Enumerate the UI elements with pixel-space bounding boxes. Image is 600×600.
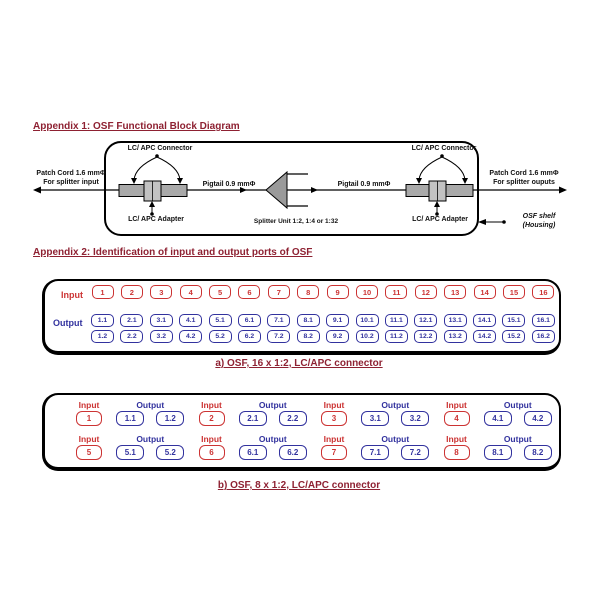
- functional-block-diagram: [0, 135, 600, 245]
- output-port-badge: 3.1: [361, 411, 389, 426]
- group-output-row: [239, 411, 307, 426]
- group-input-column: [308, 400, 360, 426]
- group-output-label: Output: [381, 400, 410, 410]
- output-port-badge: 1.1: [116, 411, 144, 426]
- group-input-label: Input: [323, 400, 345, 410]
- input-port-badge: 8: [444, 445, 470, 460]
- output-port-badge: 10.2: [356, 330, 379, 343]
- group-output-row: [361, 445, 429, 460]
- group-input-column: [63, 434, 115, 460]
- output-port-badge: 5.1: [116, 445, 144, 460]
- pointer-curve: [157, 157, 180, 180]
- pointer-arrow-icon: [177, 178, 183, 184]
- output-port-badge: 1.2: [91, 330, 114, 343]
- input-port-badge: 4: [180, 285, 202, 299]
- group-output-label: Output: [258, 434, 287, 444]
- output-port-badge: 7.2: [401, 445, 429, 460]
- group-output-row: [484, 445, 552, 460]
- group-output-column: [483, 434, 554, 460]
- output-port-badge: 3.2: [150, 330, 173, 343]
- port-column: [91, 285, 114, 343]
- group-output-label: Output: [503, 400, 532, 410]
- output-port-badge: 11.1: [385, 314, 408, 327]
- port-column: [267, 285, 290, 343]
- caption-a: a) OSF, 16 x 1:2, LC/APC connector: [215, 358, 383, 369]
- group-input-column: [186, 434, 238, 460]
- input-port-badge: 6: [238, 285, 260, 299]
- port-column: [179, 285, 202, 343]
- adapter-left-label: LC/ APC Adapter: [128, 216, 184, 223]
- patch-cord-input-label: [28, 170, 114, 187]
- port-column: [414, 285, 437, 343]
- input-port-badge: 2: [121, 285, 143, 299]
- group-input-label: Input: [78, 434, 100, 444]
- port-group: [63, 400, 186, 429]
- port-column: [532, 285, 555, 343]
- group-output-column: [115, 434, 186, 460]
- group-output-row: [116, 445, 184, 460]
- input-port-badge: 6: [199, 445, 225, 460]
- output-port-badge: 10.1: [356, 314, 379, 327]
- output-port-badge: 8.2: [297, 330, 320, 343]
- port-group: [186, 400, 309, 429]
- output-port-badge: 4.2: [524, 411, 552, 426]
- group-output-row: [361, 411, 429, 426]
- pigtail-right-label: Pigtail 0.9 mmΦ: [337, 181, 391, 188]
- group-input-column: [431, 434, 483, 460]
- osf-shelf-line2: (Housing): [522, 221, 556, 229]
- input-port-badge: 9: [327, 285, 349, 299]
- port-column: [326, 285, 349, 343]
- port-column: [297, 285, 320, 343]
- output-port-badge: 6.2: [279, 445, 307, 460]
- group-output-label: Output: [503, 434, 532, 444]
- group-output-column: [238, 400, 309, 426]
- pointer-arrow-icon: [434, 201, 440, 207]
- output-port-badge: 5.1: [209, 314, 232, 327]
- input-port-badge: 7: [268, 285, 290, 299]
- group-input-label: Input: [78, 400, 100, 410]
- pointer-dot: [502, 220, 506, 224]
- input-port-badge: 11: [385, 285, 407, 299]
- port-column: [473, 285, 496, 343]
- group-input-column: [431, 400, 483, 426]
- pigtail-left-label: Pigtail 0.9 mmΦ: [202, 181, 256, 188]
- port-column: [356, 285, 379, 343]
- group-output-column: [483, 400, 554, 426]
- tableB-groups: [63, 400, 553, 463]
- output-port-badge: 7.1: [361, 445, 389, 460]
- port-table-16x12: [42, 279, 561, 355]
- pointer-arrow-icon: [131, 178, 137, 184]
- right-line-arrow-icon: [559, 187, 567, 194]
- group-input-column: [63, 400, 115, 426]
- output-port-badge: 6.2: [238, 330, 261, 343]
- output-port-badge: 8.1: [484, 445, 512, 460]
- osf-shelf-line1: OSF shelf: [522, 213, 556, 220]
- appendix2-title: Appendix 2: Identification of input and output ports of OSF: [33, 247, 313, 258]
- output-port-badge: 16.2: [532, 330, 555, 343]
- input-port-badge: 4: [444, 411, 470, 426]
- port-column: [385, 285, 408, 343]
- output-port-badge: 15.1: [502, 314, 525, 327]
- port-group: [63, 434, 186, 463]
- output-port-badge: 5.2: [156, 445, 184, 460]
- connector-right-label: LC/ APC Connector: [411, 145, 477, 152]
- group-input-column: [186, 400, 238, 426]
- output-port-badge: 1.1: [91, 314, 114, 327]
- appendix1-title: Appendix 1: OSF Functional Block Diagram: [33, 121, 240, 132]
- output-port-badge: 3.2: [401, 411, 429, 426]
- osf-shelf-label: [510, 213, 568, 230]
- group-output-row: [484, 411, 552, 426]
- pointer-curve: [419, 157, 442, 180]
- output-port-badge: 11.2: [385, 330, 408, 343]
- tableA-output-label: Output: [53, 318, 83, 328]
- pointer-arrow-icon: [462, 178, 468, 184]
- port-column: [120, 285, 143, 343]
- group-input-label: Input: [446, 400, 467, 410]
- output-port-badge: 2.1: [239, 411, 267, 426]
- pointer-curve: [134, 157, 157, 180]
- output-port-badge: 8.1: [297, 314, 320, 327]
- input-port-badge: 2: [199, 411, 225, 426]
- input-port-badge: 8: [297, 285, 319, 299]
- output-port-badge: 4.1: [484, 411, 512, 426]
- output-port-badge: 13.2: [444, 330, 467, 343]
- output-port-badge: 1.2: [156, 411, 184, 426]
- group-output-label: Output: [258, 400, 287, 410]
- input-port-badge: 16: [532, 285, 554, 299]
- output-port-badge: 16.1: [532, 314, 555, 327]
- left-line-arrow-icon: [33, 187, 41, 194]
- group-output-column: [238, 434, 309, 460]
- group-output-label: Output: [381, 434, 410, 444]
- tableA-columns: [91, 285, 555, 343]
- patch-cord-input-line1: Patch Cord 1.6 mmΦ: [36, 170, 106, 177]
- patch-cord-output-label: [478, 170, 570, 187]
- group-output-column: [360, 434, 431, 460]
- output-port-badge: 2.1: [120, 314, 143, 327]
- output-port-badge: 7.1: [267, 314, 290, 327]
- input-port-badge: 5: [209, 285, 231, 299]
- patch-cord-output-line1: Patch Cord 1.6 mmΦ: [489, 170, 559, 177]
- port-column: [502, 285, 525, 343]
- input-port-badge: 13: [444, 285, 466, 299]
- tableA-input-label: Input: [61, 290, 83, 300]
- connector-left-label: LC/ APC Connector: [127, 145, 193, 152]
- output-port-badge: 4.1: [179, 314, 202, 327]
- port-column: [150, 285, 173, 343]
- input-port-badge: 15: [503, 285, 525, 299]
- port-group: [308, 400, 431, 429]
- output-port-badge: 2.2: [279, 411, 307, 426]
- output-port-badge: 6.1: [238, 314, 261, 327]
- input-port-badge: 3: [150, 285, 172, 299]
- port-column: [238, 285, 261, 343]
- group-input-label: Input: [201, 434, 222, 444]
- caption-b: b) OSF, 8 x 1:2, LC/APC connector: [217, 480, 381, 491]
- patch-cord-output-line2: For splitter ouputs: [493, 178, 555, 186]
- output-port-badge: 9.1: [326, 314, 349, 327]
- output-port-badge: 12.1: [414, 314, 437, 327]
- input-port-badge: 10: [356, 285, 378, 299]
- group-output-label: Output: [136, 400, 165, 410]
- port-column: [209, 285, 232, 343]
- input-port-badge: 5: [76, 445, 102, 460]
- output-port-badge: 5.2: [209, 330, 232, 343]
- patch-cord-input-line2: For splitter input: [43, 178, 99, 186]
- input-port-badge: 7: [321, 445, 347, 460]
- output-port-badge: 14.1: [473, 314, 496, 327]
- group-input-column: [308, 434, 360, 460]
- pointer-curve: [442, 157, 465, 180]
- input-port-badge: 1: [92, 285, 114, 299]
- input-port-badge: 12: [415, 285, 437, 299]
- group-output-row: [239, 445, 307, 460]
- output-port-badge: 3.1: [150, 314, 173, 327]
- output-port-badge: 15.2: [502, 330, 525, 343]
- input-port-badge: 1: [76, 411, 102, 426]
- port-column: [444, 285, 467, 343]
- output-port-badge: 2.2: [120, 330, 143, 343]
- group-input-label: Input: [446, 434, 467, 444]
- output-port-badge: 13.1: [444, 314, 467, 327]
- adapter-right-label: LC/ APC Adapter: [412, 216, 468, 223]
- input-port-badge: 14: [474, 285, 496, 299]
- pointer-arrow-icon: [149, 201, 155, 207]
- group-output-label: Output: [136, 434, 165, 444]
- splitter-triangle: [266, 172, 287, 208]
- group-input-label: Input: [323, 434, 345, 444]
- splitter-label: Splitter Unit 1:2, 1:4 or 1:32: [253, 218, 339, 225]
- output-port-badge: 12.2: [414, 330, 437, 343]
- port-group: [431, 434, 554, 463]
- output-port-badge: 8.2: [524, 445, 552, 460]
- mid-arrow-icon: [311, 187, 318, 193]
- output-port-badge: 7.2: [267, 330, 290, 343]
- port-group: [186, 434, 309, 463]
- input-port-badge: 3: [321, 411, 347, 426]
- output-port-badge: 9.2: [326, 330, 349, 343]
- group-output-column: [360, 400, 431, 426]
- output-port-badge: 6.1: [239, 445, 267, 460]
- group-output-row: [116, 411, 184, 426]
- port-group: [431, 400, 554, 429]
- output-port-badge: 14.2: [473, 330, 496, 343]
- port-table-8x12: [42, 393, 561, 471]
- group-input-label: Input: [201, 400, 222, 410]
- port-group: [308, 434, 431, 463]
- group-output-column: [115, 400, 186, 426]
- output-port-badge: 4.2: [179, 330, 202, 343]
- pointer-arrow-icon: [416, 178, 422, 184]
